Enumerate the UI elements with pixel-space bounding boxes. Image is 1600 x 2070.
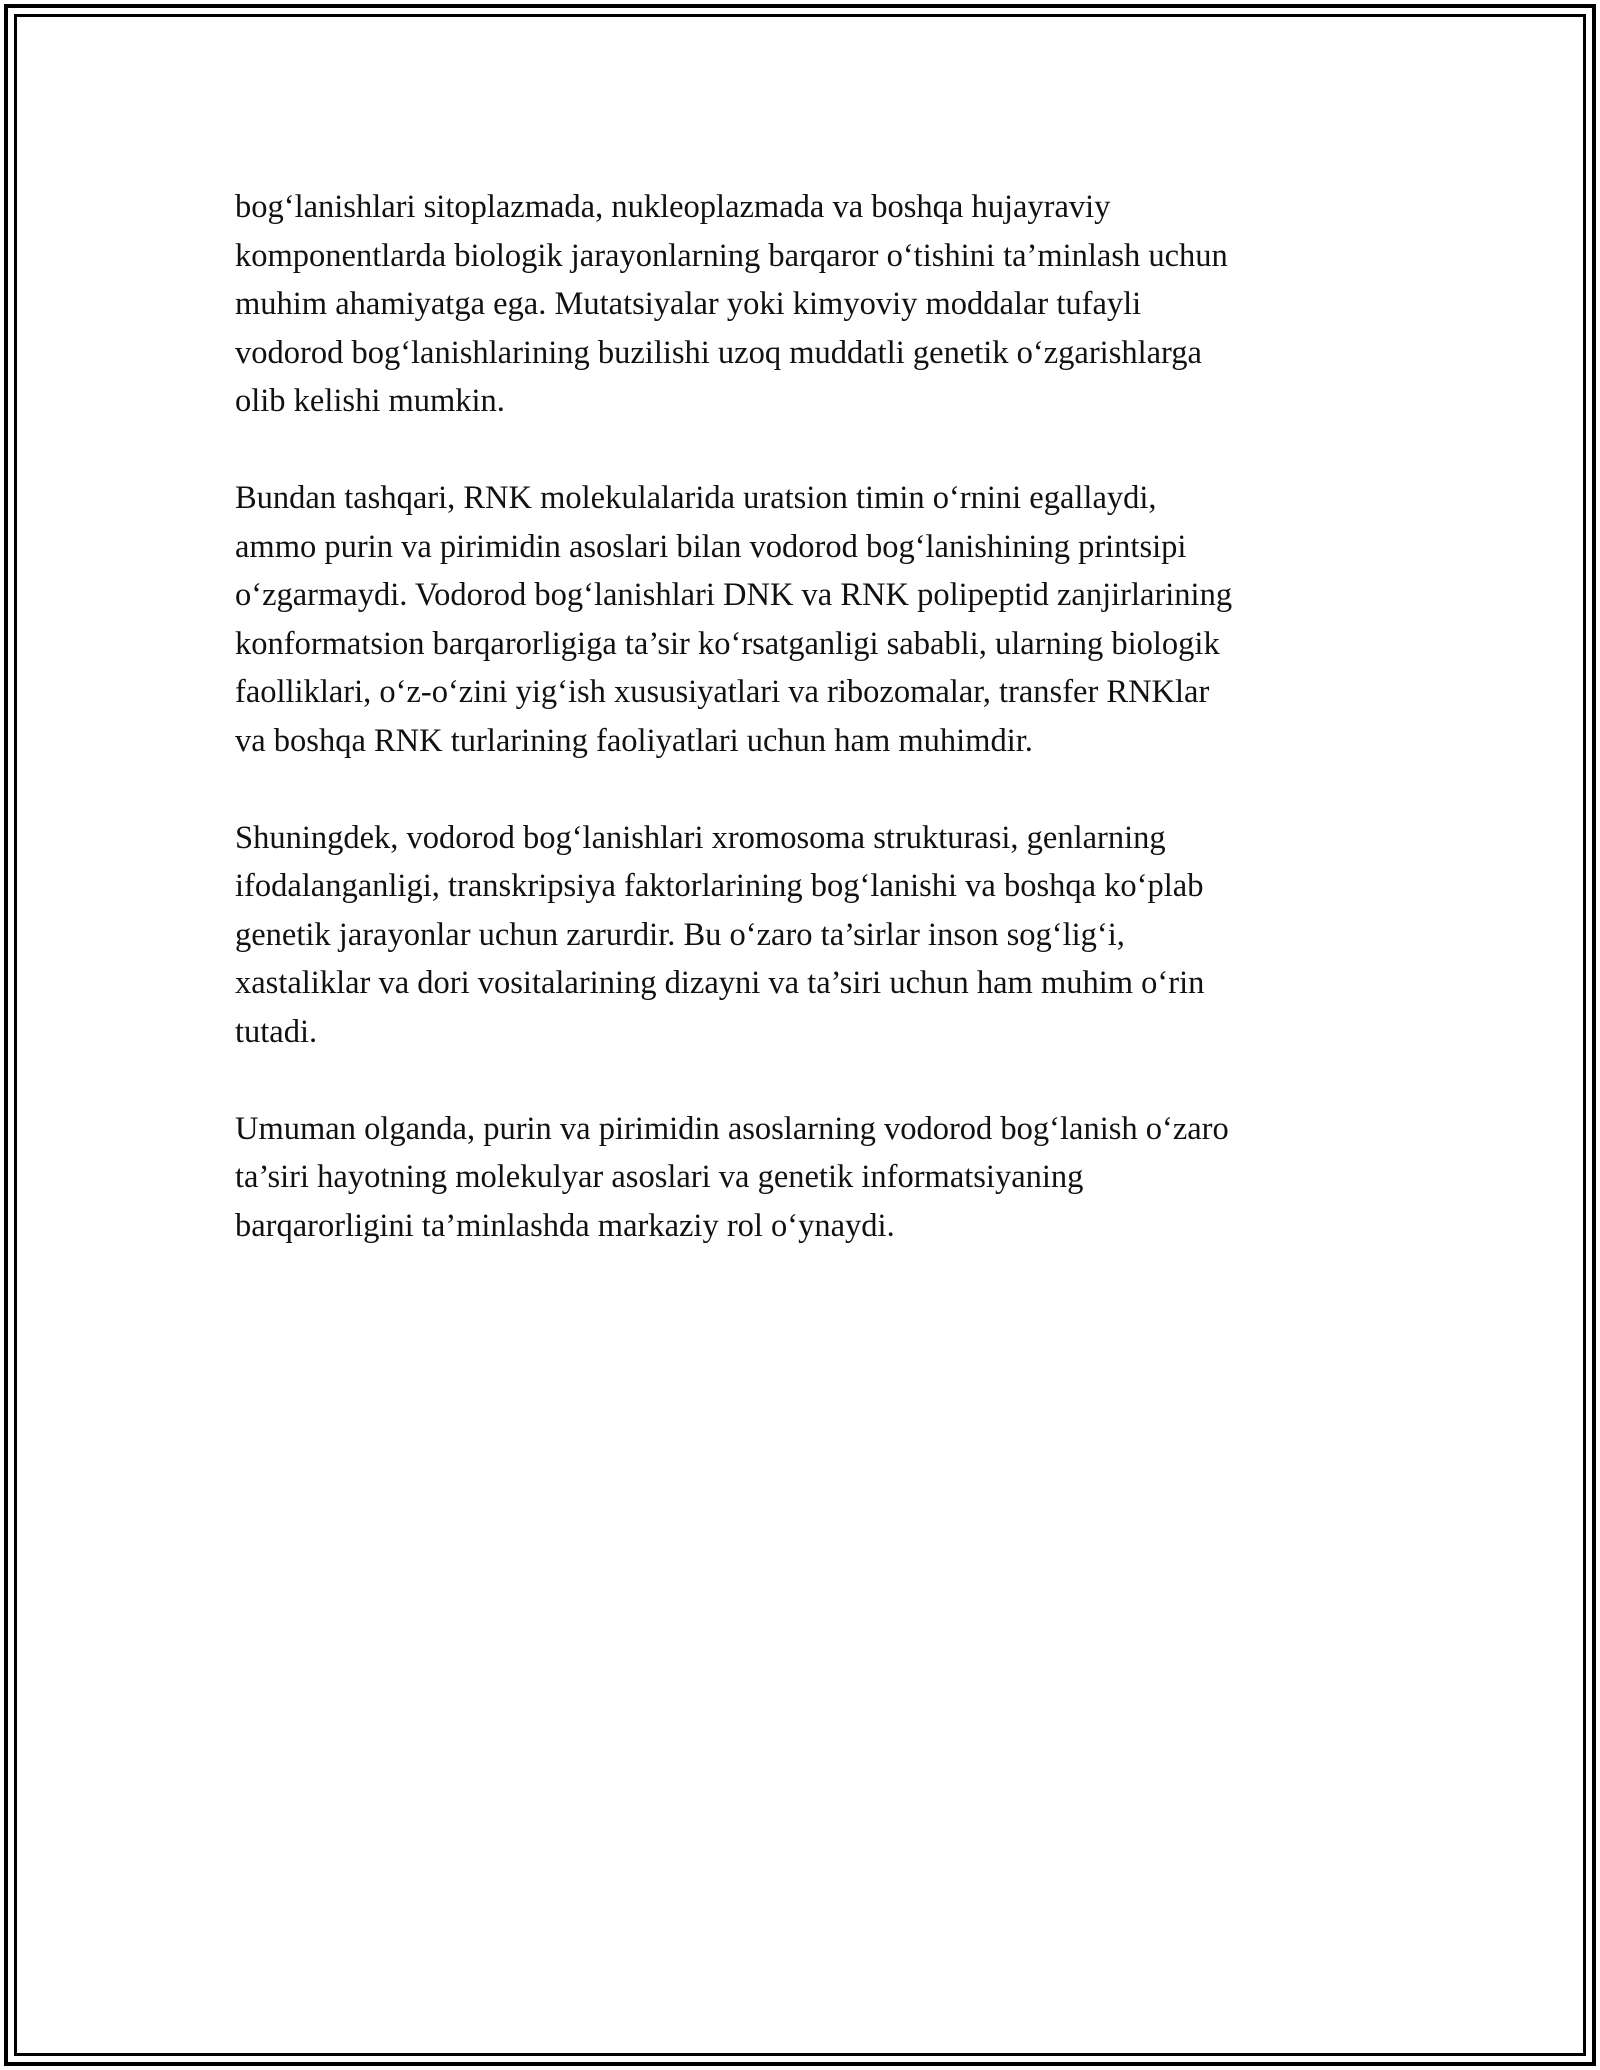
paragraph-4: Umuman olganda, purin va pirimidin asoslarning vodorod bog‘lanish o‘zaro ta’siri hayotning molekulyar asoslari va genetik informatsiyaning barqarorligini ta’minlashda markaziy rol o‘ynaydi. xyxy=(235,1110,1229,1244)
document-body xyxy=(235,183,1385,1299)
paragraph-1: bog‘lanishlari sitoplazmada, nukleoplazmada va boshqa hujayraviy komponentlarda biologik jarayonlarning barqaror o‘tishini ta’minlash uchun muhim ahamiyatga ega. Mutatsiyalar yoki kimyoviy moddalar tufayli vodorod bog‘lanishlarining buzilishi uzoq muddatli genetik o‘zgarishlarga olib kelishi mumkin. xyxy=(235,189,1228,419)
paragraph-3: Shuningdek, vodorod bog‘lanishlari xromosoma strukturasi, genlarning ifodalanganligi, transkripsiya faktorlarining bog‘lanishi va boshqa ko‘plab genetik jarayonlar uchun zarurdir. Bu o‘zaro ta’sirlar inson sog‘lig‘i, xastaliklar va dori vositalarining dizayni va ta’siri uchun ham muhim o‘rin tutadi. xyxy=(235,819,1205,1050)
paragraph-2: Bundan tashqari, RNK molekulalarida uratsion timin o‘rnini egallaydi, ammo purin va pirimidin asoslari bilan vodorod bog‘lanishining printsipi o‘zgarmaydi. Vodorod bog‘lanishlari DNK va RNK polipeptid zanjirlarining konformatsion barqarorligiga ta’sir ko‘rsatganligi sababli, ularning biologik faolliklari, o‘z-o‘zini yig‘ish xususiyatlari va ribozomalar, transfer RNKlar va boshqa RNK turlarining faoliyatlari uchun ham muhimdir. xyxy=(235,480,1233,759)
